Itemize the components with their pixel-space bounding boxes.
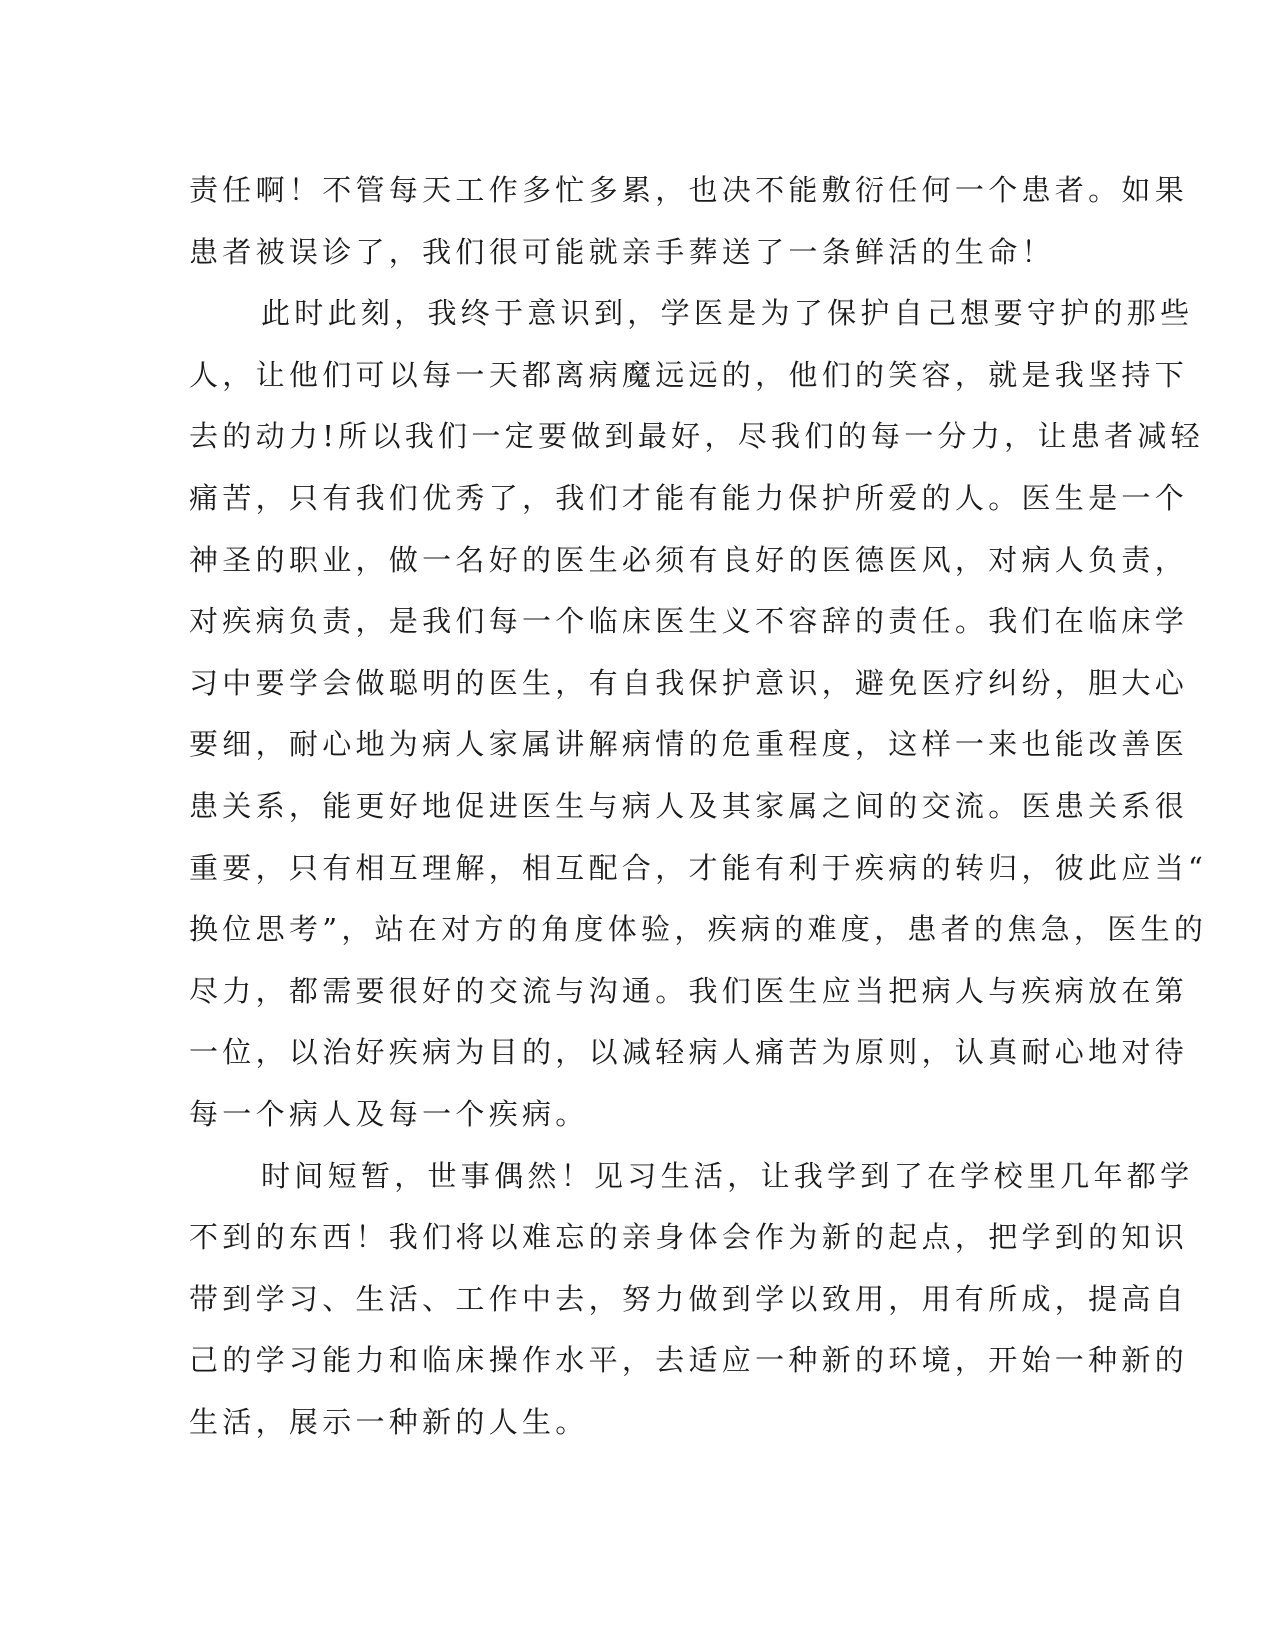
paragraph-1-line-2: 患者被误诊了，我们很可能就亲手葬送了一条鲜活的生命！ — [189, 234, 1055, 269]
paragraph-2-line-8: 要细，耐心地为病人家属讲解病情的危重程度，这样一来也能改善医 — [189, 727, 1189, 762]
paragraph-2-line-1: 此时此刻，我终于意识到，学医是为了保护自己想要守护的那些 — [261, 296, 1194, 331]
paragraph-2-line-5: 神圣的职业，做一名好的医生必须有良好的医德医风，对病人负责， — [189, 542, 1189, 577]
paragraph-1-line-1: 责任啊！不管每天工作多忙多累，也决不能敷衍任何一个患者。如果 — [189, 173, 1189, 207]
paragraph-2-line-4: 痛苦，只有我们优秀了，我们才能有能力保护所爱的人。医生是一个 — [189, 480, 1189, 515]
paragraph-2-line-6: 对疾病负责，是我们每一个临床医生义不容辞的责任。我们在临床学 — [189, 604, 1189, 639]
paragraph-2-line-7: 习中要学会做聪明的医生，有自我保护意识，避免医疗纠纷，胆大心 — [189, 665, 1189, 700]
paragraph-2-line-3: 去的动力!所以我们一定要做到最好，尽我们的每一分力，让患者减轻 — [189, 419, 1204, 454]
paragraph-3-line-5: 生活，展示一种新的人生。 — [189, 1404, 589, 1439]
paragraph-2-line-9: 患关系，能更好地促进医生与病人及其家属之间的交流。医患关系很 — [189, 788, 1189, 823]
paragraph-3-line-3: 带到学习、生活、工作中去，努力做到学以致用，用有所成，提高自 — [189, 1281, 1189, 1316]
paragraph-2-line-14: 每一个病人及每一个疾病。 — [189, 1096, 589, 1131]
paragraph-2-line-13: 一位，以治好疾病为目的，以减轻病人痛苦为原则，认真耐心地对待 — [189, 1035, 1189, 1070]
document-body — [189, 160, 1208, 1453]
paragraph-2-line-10: 重要，只有相互理解，相互配合，才能有利于疾病的转归，彼此应当“ — [189, 850, 1208, 885]
paragraph-2-line-2: 人，让他们可以每一天都离病魔远远的，他们的笑容，就是我坚持下 — [189, 357, 1189, 392]
paragraph-3-line-1: 时间短暂，世事偶然！见习生活，让我学到了在学校里几年都学 — [261, 1158, 1194, 1193]
paragraph-3-line-2: 不到的东西！我们将以难忘的亲身体会作为新的起点，把学到的知识 — [189, 1220, 1189, 1255]
paragraph-3-line-4: 己的学习能力和临床操作水平，去适应一种新的环境，开始一种新的 — [189, 1343, 1189, 1378]
paragraph-2-line-11: 换位思考”，站在对方的角度体验，疾病的难度，患者的焦急，医生的 — [189, 912, 1208, 947]
paragraph-2-line-12: 尽力，都需要很好的交流与沟通。我们医生应当把病人与疾病放在第 — [189, 973, 1189, 1008]
